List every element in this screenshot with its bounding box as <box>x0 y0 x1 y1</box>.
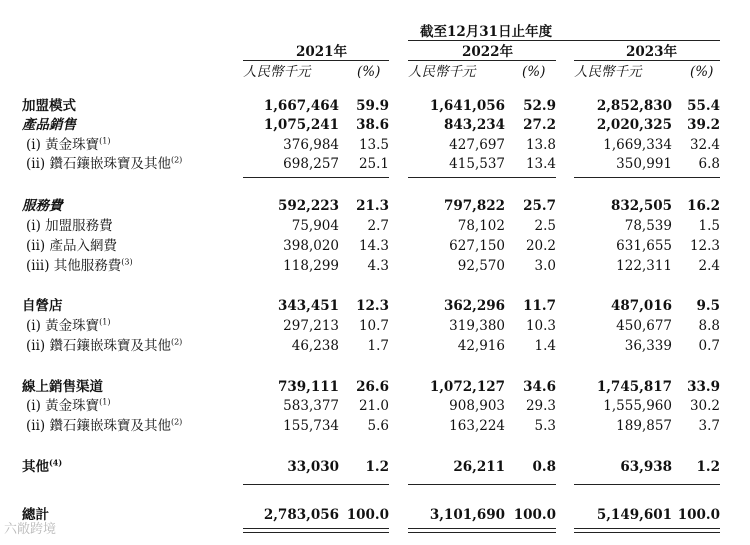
amount-cell: 427,697 <box>449 137 505 153</box>
amount-cell: 398,020 <box>283 238 339 254</box>
percent-cell: 0.8 <box>532 459 556 475</box>
percent-cell: 2.7 <box>367 218 389 234</box>
percent-cell: 39.2 <box>687 117 720 133</box>
subtotal-rule-2022 <box>408 177 556 178</box>
row-label-text: (ii) 鑽石鑲嵌珠寶及其他 <box>26 338 171 354</box>
unit-rmb-2023: 人民幣千元 <box>574 64 642 80</box>
row-label <box>26 238 117 254</box>
year-2023-header: 2023年 <box>626 44 678 60</box>
amount-cell: 155,734 <box>283 418 339 434</box>
amount-cell: 908,903 <box>449 398 505 414</box>
amount-cell: 163,224 <box>449 418 505 434</box>
percent-cell: 6.8 <box>698 156 720 172</box>
total-rule-top-2023 <box>574 484 720 485</box>
amount-cell: 1,669,334 <box>603 137 672 153</box>
percent-cell: 29.3 <box>525 398 556 414</box>
amount-cell: 698,257 <box>283 156 339 172</box>
amount-cell: 3,101,690 <box>429 507 505 523</box>
percent-cell: 59.9 <box>356 98 389 114</box>
year-2021-header: 2021年 <box>296 44 348 60</box>
amount-cell: 343,451 <box>277 298 339 314</box>
row-label <box>26 218 113 234</box>
amount-cell: 297,213 <box>283 318 339 334</box>
amount-cell: 627,150 <box>449 238 505 254</box>
row-label-text: (iii) 其他服務費 <box>26 258 122 274</box>
row-label-text: 其他 <box>22 459 49 475</box>
amount-cell: 33,030 <box>287 459 339 475</box>
amount-cell: 376,984 <box>283 137 339 153</box>
amount-cell: 797,822 <box>443 198 505 214</box>
amount-cell: 583,377 <box>283 398 339 414</box>
percent-cell: 10.3 <box>525 318 556 334</box>
amount-cell: 319,380 <box>449 318 505 334</box>
percent-cell: 9.5 <box>696 298 720 314</box>
footnote-marker: (1) <box>99 136 111 146</box>
percent-cell: 13.5 <box>358 137 389 153</box>
row-label <box>26 318 111 334</box>
percent-cell: 2.4 <box>698 258 720 274</box>
unit-pct-2022: (%) <box>522 64 546 80</box>
row-label-text: 產品銷售 <box>22 117 76 133</box>
footnote-marker: (2) <box>170 155 183 165</box>
percent-cell: 33.9 <box>687 379 720 395</box>
amount-cell: 739,111 <box>277 379 339 395</box>
amount-cell: 1,745,817 <box>596 379 672 395</box>
percent-cell: 3.0 <box>534 258 556 274</box>
watermark: 六敞跨境 <box>4 522 57 537</box>
percent-cell: 32.4 <box>689 137 720 153</box>
percent-cell: 1.4 <box>534 338 556 354</box>
amount-cell: 843,234 <box>443 117 505 133</box>
percent-cell: 100.0 <box>677 507 720 523</box>
percent-cell: 1.5 <box>698 218 720 234</box>
percent-cell: 27.2 <box>523 117 556 133</box>
amount-cell: 2,852,830 <box>596 98 672 114</box>
amount-cell: 42,916 <box>457 338 505 354</box>
percent-cell: 30.2 <box>689 398 720 414</box>
total-rule-top-2022 <box>408 484 556 485</box>
percent-cell: 38.6 <box>356 117 389 133</box>
amount-cell: 75,904 <box>291 218 339 234</box>
row-label-text: (ii) 鑽石鑲嵌珠寶及其他 <box>26 156 171 172</box>
total-double-rule-2022 <box>408 528 556 533</box>
row-label-text: 服務費 <box>22 198 63 214</box>
amount-cell: 26,211 <box>453 459 505 475</box>
row-label-text: (i) 黃金珠寶 <box>26 398 100 414</box>
unit-pct-2021: (%) <box>357 64 381 80</box>
amount-cell: 450,677 <box>616 318 672 334</box>
subtotal-rule-2023 <box>574 177 720 178</box>
percent-cell: 13.8 <box>525 137 556 153</box>
amount-cell: 415,537 <box>449 156 505 172</box>
percent-cell: 5.6 <box>367 418 389 434</box>
footnote-marker: (1) <box>99 397 111 407</box>
amount-cell: 92,570 <box>457 258 505 274</box>
unit-pct-2023: (%) <box>690 64 714 80</box>
percent-cell: 8.8 <box>698 318 720 334</box>
percent-cell: 3.7 <box>698 418 720 434</box>
amount-cell: 592,223 <box>277 198 339 214</box>
amount-cell: 46,238 <box>291 338 339 354</box>
amount-cell: 1,072,127 <box>429 379 505 395</box>
header-rule-2021 <box>243 60 389 61</box>
amount-cell: 2,020,325 <box>596 117 672 133</box>
percent-cell: 2.5 <box>534 218 556 234</box>
total-double-rule-2023 <box>574 528 720 533</box>
percent-cell: 100.0 <box>346 507 389 523</box>
percent-cell: 55.4 <box>687 98 720 114</box>
row-label-text: (ii) 產品入網費 <box>26 238 117 254</box>
footnote-marker: (2) <box>170 337 183 347</box>
row-label <box>26 156 182 172</box>
percent-cell: 20.2 <box>525 238 556 254</box>
unit-rmb-2022: 人民幣千元 <box>408 64 476 80</box>
row-label <box>26 258 133 274</box>
year-2022-header: 2022年 <box>462 44 514 60</box>
row-label-text: (ii) 鑽石鑲嵌珠寶及其他 <box>26 418 171 434</box>
amount-cell: 350,991 <box>616 156 672 172</box>
percent-cell: 1.7 <box>367 338 389 354</box>
header-rule-2023 <box>574 60 720 61</box>
row-label <box>26 137 111 153</box>
amount-cell: 1,667,464 <box>263 98 339 114</box>
row-label <box>22 298 63 314</box>
unit-rmb-2021: 人民幣千元 <box>243 64 311 80</box>
percent-cell: 26.6 <box>356 379 389 395</box>
row-label-text: 自營店 <box>22 298 63 314</box>
period-header: 截至12月31日止年度 <box>420 24 553 40</box>
row-label-text: 線上銷售渠道 <box>22 379 103 395</box>
footnote-marker: (2) <box>170 417 183 427</box>
percent-cell: 21.0 <box>358 398 389 414</box>
row-label <box>22 379 103 395</box>
amount-cell: 122,311 <box>616 258 672 274</box>
percent-cell: 16.2 <box>687 198 720 214</box>
row-label-text: (i) 加盟服務費 <box>26 218 113 234</box>
percent-cell: 12.3 <box>689 238 720 254</box>
amount-cell: 63,938 <box>620 459 672 475</box>
row-label-text: 總計 <box>22 507 49 523</box>
row-label <box>22 459 62 475</box>
subtotal-rule-2021 <box>243 177 389 178</box>
amount-cell: 5,149,601 <box>596 507 672 523</box>
row-label <box>22 98 76 114</box>
percent-cell: 10.7 <box>358 318 389 334</box>
amount-cell: 1,555,960 <box>603 398 672 414</box>
percent-cell: 13.4 <box>525 156 556 172</box>
amount-cell: 631,655 <box>616 238 672 254</box>
row-label-text: (i) 黃金珠寶 <box>26 137 100 153</box>
percent-cell: 1.2 <box>696 459 720 475</box>
amount-cell: 118,299 <box>283 258 339 274</box>
amount-cell: 78,102 <box>457 218 505 234</box>
amount-cell: 832,505 <box>610 198 672 214</box>
amount-cell: 487,016 <box>610 298 672 314</box>
footnote-marker: (1) <box>99 317 111 327</box>
amount-cell: 36,339 <box>624 338 672 354</box>
row-label-text: (i) 黃金珠寶 <box>26 318 100 334</box>
percent-cell: 21.3 <box>356 198 389 214</box>
row-label-text: 加盟模式 <box>22 98 76 114</box>
percent-cell: 4.3 <box>367 258 389 274</box>
row-label <box>26 338 182 354</box>
percent-cell: 11.7 <box>523 298 556 314</box>
row-label <box>26 418 182 434</box>
percent-cell: 5.3 <box>534 418 556 434</box>
percent-cell: 1.2 <box>365 459 389 475</box>
row-label <box>22 198 63 214</box>
footnote-marker: (4) <box>49 457 63 468</box>
percent-cell: 34.6 <box>523 379 556 395</box>
percent-cell: 12.3 <box>356 298 389 314</box>
percent-cell: 100.0 <box>513 507 556 523</box>
footnote-marker: (3) <box>121 257 133 267</box>
amount-cell: 2,783,056 <box>263 507 339 523</box>
amount-cell: 1,075,241 <box>263 117 339 133</box>
percent-cell: 14.3 <box>358 238 389 254</box>
amount-cell: 78,539 <box>624 218 672 234</box>
total-rule-top-2021 <box>243 484 389 485</box>
percent-cell: 52.9 <box>523 98 556 114</box>
percent-cell: 0.7 <box>698 338 720 354</box>
header-rule-2022 <box>408 60 556 61</box>
amount-cell: 189,857 <box>616 418 672 434</box>
row-label <box>26 398 111 414</box>
header-rule-period <box>408 40 720 41</box>
amount-cell: 1,641,056 <box>429 98 505 114</box>
percent-cell: 25.1 <box>358 156 389 172</box>
row-label <box>22 117 76 133</box>
percent-cell: 25.7 <box>523 198 556 214</box>
total-double-rule-2021 <box>243 528 389 533</box>
amount-cell: 362,296 <box>443 298 505 314</box>
